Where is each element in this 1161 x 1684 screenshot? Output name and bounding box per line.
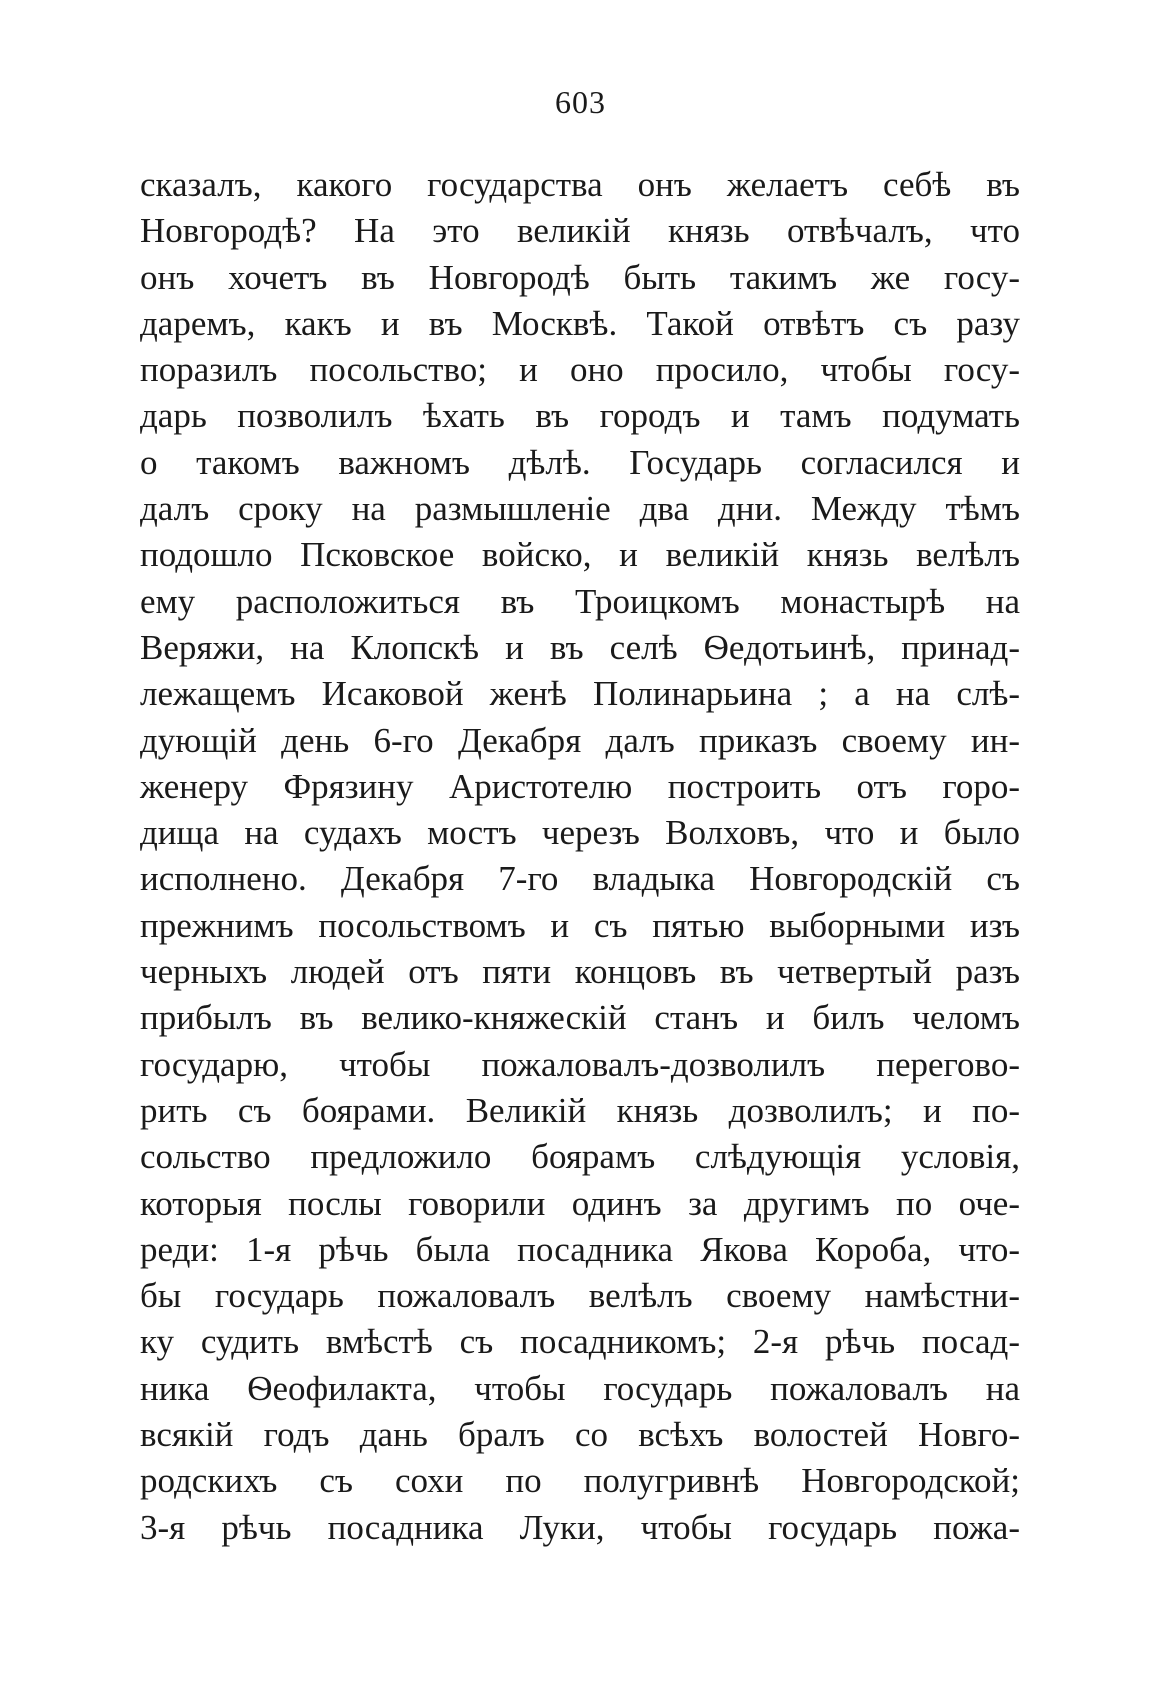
text-line: черныхъ людей отъ пяти концовъ въ четвертый разъ — [140, 952, 1020, 992]
text-line: ему расположиться въ Троицкомъ монастырѣ на — [140, 581, 1020, 621]
text-line: женеру Фрязину Аристотелю построить отъ горо- — [140, 766, 1020, 806]
text-line: даремъ, какъ и въ Москвѣ. Такой отвѣтъ съ разу — [140, 303, 1020, 343]
page-number: 603 — [555, 84, 606, 120]
text-line: прежнимъ посольствомъ и съ пятью выборными изъ — [140, 905, 1020, 945]
text-line: о такомъ важномъ дѣлѣ. Государь согласился и — [140, 442, 1020, 482]
text-line: всякій годъ дань бралъ со всѣхъ волостей Новго- — [140, 1415, 1020, 1455]
text-line: прибылъ въ велико-княжескій станъ и билъ челомъ — [140, 998, 1020, 1038]
text-line: ника Ѳеофилакта, чтобы государь пожаловалъ на — [140, 1368, 1020, 1408]
text-line: дища на судахъ мостъ черезъ Волховъ, что и было — [140, 813, 1020, 853]
text-line: подошло Псковское войско, и великій князь велѣлъ — [140, 535, 1020, 575]
text-line: реди: 1-я рѣчь была посадника Якова Короба, что- — [140, 1229, 1020, 1269]
text-line: ку судить вмѣстѣ съ посадникомъ; 2-я рѣчь посад- — [140, 1322, 1020, 1362]
text-line: государю, чтобы пожаловалъ-дозволилъ перегово- — [140, 1044, 1020, 1084]
text-line: сольство предложило боярамъ слѣдующія условія, — [140, 1137, 1020, 1177]
text-line: Новгородѣ? На это великій князь отвѣчалъ, что — [140, 211, 1020, 251]
text-line: дующій день 6-го Декабря далъ приказъ своему ин- — [140, 720, 1020, 760]
text-line: онъ хочетъ въ Новгородѣ быть такимъ же госу- — [140, 257, 1020, 297]
text-line: 3-я рѣчь посадника Луки, чтобы государь пожа- — [140, 1507, 1020, 1547]
text-line: бы государь пожаловалъ велѣлъ своему намѣстни- — [140, 1276, 1020, 1316]
text-line: Веряжи, на Клопскѣ и въ селѣ Ѳедотьинѣ, принад- — [140, 627, 1020, 667]
text-line: которыя послы говорили одинъ за другимъ по оче- — [140, 1183, 1020, 1223]
text-line: далъ сроку на размышленіе два дни. Между тѣмъ — [140, 489, 1020, 529]
text-line: рить съ боярами. Великій князь дозволилъ; и по- — [140, 1090, 1020, 1130]
text-line: исполнено. Декабря 7-го владыка Новгородскій съ — [140, 859, 1020, 899]
text-line: родскихъ съ сохи по полугривнѣ Новгородской; — [140, 1461, 1020, 1501]
text-line: поразилъ посольство; и оно просило, чтобы госу- — [140, 350, 1020, 390]
text-line: дарь позволилъ ѣхать въ городъ и тамъ подумать — [140, 396, 1020, 436]
body-text — [140, 162, 1020, 1551]
text-line: сказалъ, какого государства онъ желаетъ себѣ въ — [140, 165, 1020, 204]
text-line: лежащемъ Исаковой женѣ Полинарьина ; а на слѣ- — [140, 674, 1020, 714]
